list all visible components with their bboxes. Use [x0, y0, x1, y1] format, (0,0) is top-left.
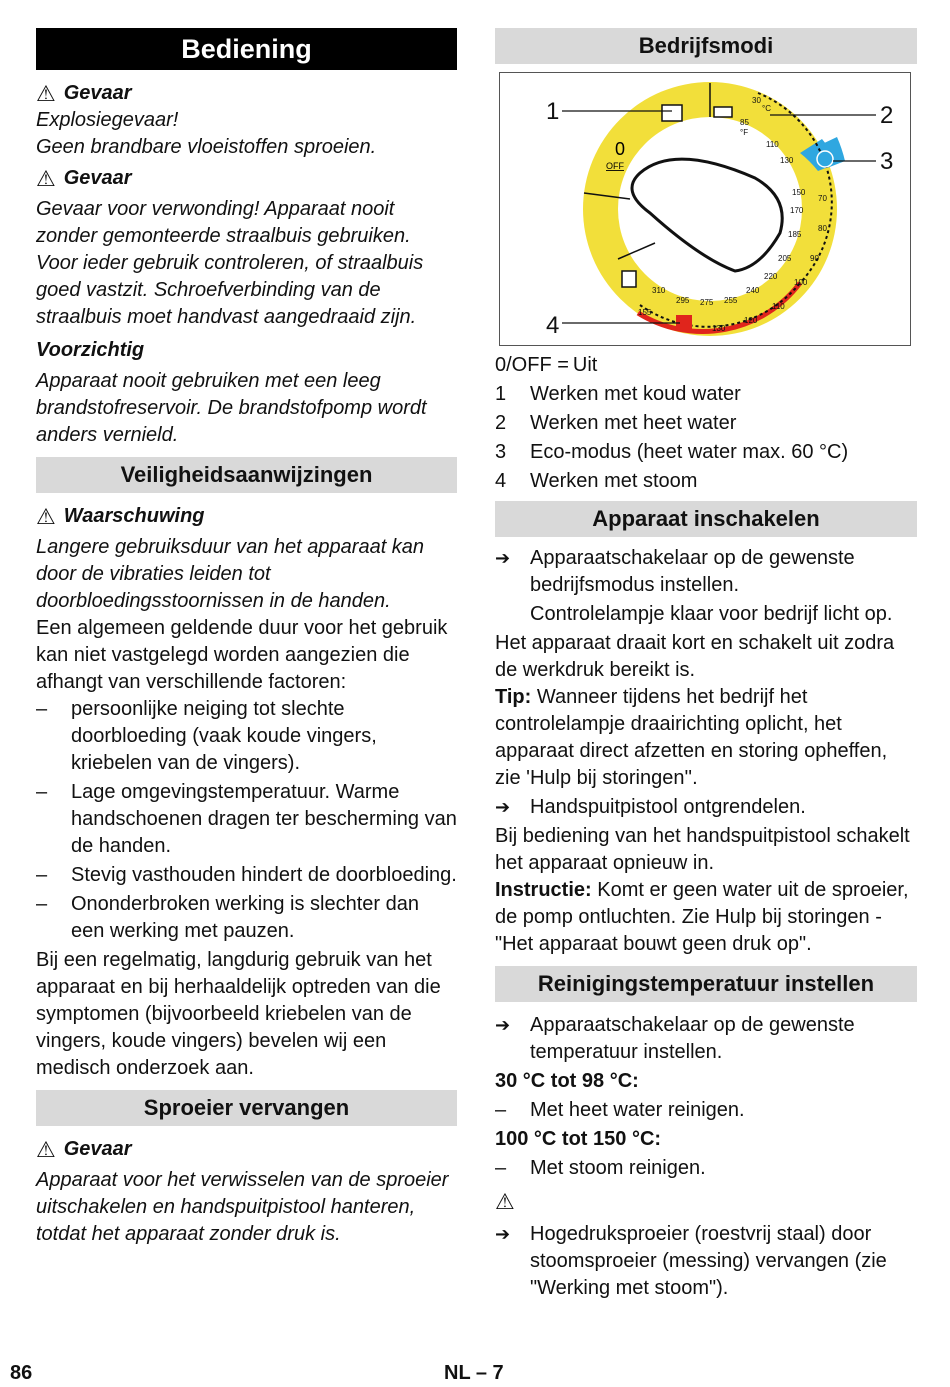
warning-triangle-icon: ⚠	[36, 1137, 56, 1162]
step-note: Controlelampje klaar voor bedrijf licht op.	[530, 603, 893, 625]
callout-2: 2	[880, 102, 894, 129]
dial-zero-label: 0	[615, 139, 626, 159]
tip-paragraph: Tip: Wanneer tijdens het bedrijf het controlelampje draairichting oplicht, het apparaat direct afzetten en storing opheffen, zie 'Hulp bij storingen''.	[495, 686, 888, 789]
svg-text:70: 70	[818, 194, 827, 203]
warning-heading: ⚠ Waarschuwing	[36, 504, 205, 529]
callout-4: 4	[546, 312, 560, 339]
caution-text: Apparaat nooit gebruiken met een leeg brandstofreservoir. De brandstofpomp wordt anders vernield.	[36, 370, 427, 446]
danger-heading-2: ⚠ Gevaar	[36, 166, 132, 191]
warning-triangle-icon: ⚠	[36, 81, 56, 106]
svg-text:100: 100	[794, 278, 808, 287]
danger-heading-1: ⚠ Gevaar	[36, 81, 132, 106]
danger-text-2: Gevaar voor verwonding! Apparaat nooit zonder gemonteerde straalbuis gebruiken. Voor ieder gebruik controleren, of straalbuis goed vastzit. Schroefverbinding van de straalbuis moet handvast aangedraaid zijn.	[36, 198, 424, 328]
mode-switch-dial-figure	[500, 73, 910, 345]
cold-water-icon	[662, 105, 682, 121]
svg-text:155: 155	[638, 308, 652, 317]
legend-row: 1 Werken met koud water	[495, 383, 741, 405]
svg-text:°F: °F	[740, 128, 749, 137]
section-title-nozzle: Sproeier vervangen	[36, 1090, 457, 1126]
mode-switch-diagram	[499, 72, 911, 346]
instruction-paragraph: Instructie: Komt er geen water uit de sproeier, de pomp ontluchten. Zie Hulp bij storingen - "Het apparaat bouwt geen druk op".	[495, 879, 909, 955]
legend-row: 3 Eco-modus (heet water max. 60 °C)	[495, 441, 849, 463]
section-title-safety: Veiligheidsaanwijzingen	[36, 457, 457, 493]
step-item: ➔ Apparaatschakelaar op de gewenste temperatuur instellen.	[495, 1012, 917, 1066]
step-item: ➔ Hogedruksproeier (roestvrij staal) door stoomsproeier (messing) vervangen (zie "Werking met stoom").	[495, 1221, 917, 1302]
language-page-label: NL – 7	[444, 1362, 504, 1384]
svg-text:130: 130	[780, 156, 794, 165]
steam-icon	[676, 315, 692, 329]
svg-text:310: 310	[652, 286, 666, 295]
danger-text-1b: Geen brandbare vloeistoffen sproeien.	[36, 136, 377, 158]
svg-text:275: 275	[700, 298, 714, 307]
legend-row: 4 Werken met stoom	[495, 470, 698, 492]
callout-1: 1	[546, 98, 560, 125]
temp-range-heading-2: 100 °C tot 150 °C:	[495, 1128, 662, 1150]
svg-text:110: 110	[772, 302, 785, 311]
arrow-right-icon: ➔	[495, 1224, 511, 1244]
svg-text:295: 295	[676, 296, 690, 305]
arrow-right-icon: ➔	[495, 548, 511, 568]
eco-icon	[817, 151, 833, 167]
right-column	[495, 28, 917, 1302]
warning-text: Langere gebruiksduur van het apparaat kan door de vibraties leiden tot doorbloedingsstoornissen in de handen.	[36, 536, 425, 612]
svg-text:120: 120	[744, 316, 758, 325]
danger-heading-3: ⚠ Gevaar	[36, 1137, 132, 1162]
svg-text:170: 170	[790, 206, 804, 215]
warning-triangle-icon: ⚠	[36, 166, 56, 191]
temp-range-heading-1: 30 °C tot 98 °C:	[495, 1070, 639, 1092]
page-title: Bediening	[36, 28, 457, 70]
caution-heading: Voorzichtig	[36, 339, 145, 361]
page-number: 86	[10, 1362, 33, 1384]
warning-triangle-icon: ⚠	[495, 1189, 515, 1214]
warning-triangle-icon: ⚠	[36, 504, 56, 529]
paragraph-pressure: Het apparaat draait kort en schakelt uit zodra de werkdruk bereikt is.	[495, 632, 895, 681]
svg-text:185: 185	[788, 230, 802, 239]
dial-off-label: OFF	[606, 161, 624, 171]
paragraph-medical: Bij een regelmatig, langdurig gebruik van het apparaat en bij herhaaldelijk optreden van die symptomen (bijvoorbeeld kriebelen van de vingers, koude vingers) bevelen wij een medisch onderzoek aan.	[36, 949, 441, 1079]
step-item: ➔ Handspuitpistool ontgrendelen.	[495, 794, 917, 821]
svg-text:255: 255	[724, 296, 738, 305]
hot-water-icon	[714, 107, 732, 117]
list-item: – Met heet water reinigen.	[495, 1099, 745, 1121]
svg-text:30: 30	[752, 96, 761, 105]
svg-text:130: 130	[712, 324, 726, 333]
svg-text:°C: °C	[762, 104, 771, 113]
step-item: ➔ Apparaatschakelaar op de gewenste bedrijfsmodus instellen.	[495, 545, 917, 599]
paragraph-restart: Bij bediening van het handspuitpistool schakelt het apparaat opnieuw in.	[495, 825, 910, 874]
info-icon	[622, 271, 636, 287]
arrow-right-icon: ➔	[495, 797, 511, 817]
svg-text:85: 85	[740, 118, 749, 127]
danger-text-1a: Explosiegevaar!	[36, 109, 179, 131]
list-item: – Met stoom reinigen.	[495, 1157, 706, 1179]
svg-text:205: 205	[778, 254, 792, 263]
svg-text:110: 110	[766, 140, 779, 149]
list-item: – Lage omgevingstemperatuur. Warme handschoenen dragen ter bescherming van de handen.	[36, 781, 457, 857]
paragraph-duration: Een algemeen geldende duur voor het gebruik kan niet vastgelegd worden aangezien die afhangt van verschillende factoren:	[36, 617, 448, 693]
svg-text:90: 90	[810, 254, 819, 263]
svg-text:150: 150	[792, 188, 806, 197]
svg-text:80: 80	[818, 224, 827, 233]
list-item: – Ononderbroken werking is slechter dan een werking met pauzen.	[36, 893, 419, 942]
legend-row: 0/OFF = Uit	[495, 354, 598, 376]
svg-text:240: 240	[746, 286, 760, 295]
legend-row: 2 Werken met heet water	[495, 412, 737, 434]
section-title-switch-on: Apparaat inschakelen	[495, 501, 917, 537]
danger-text-3: Apparaat voor het verwisselen van de sproeier uitschakelen en handspuitpistool hanteren, totdat het apparaat zonder druk is.	[36, 1169, 449, 1245]
list-item: – persoonlijke neiging tot slechte doorbloeding (vaak koude vingers, kriebelen van de vingers).	[36, 698, 377, 774]
svg-text:220: 220	[764, 272, 778, 281]
arrow-right-icon: ➔	[495, 1015, 511, 1035]
left-column	[36, 28, 457, 1248]
section-title-modes: Bedrijfsmodi	[495, 28, 917, 64]
section-title-temperature: Reinigingstemperatuur instellen	[495, 966, 917, 1002]
list-item: – Stevig vasthouden hindert de doorbloeding.	[36, 864, 457, 886]
callout-3: 3	[880, 148, 894, 175]
